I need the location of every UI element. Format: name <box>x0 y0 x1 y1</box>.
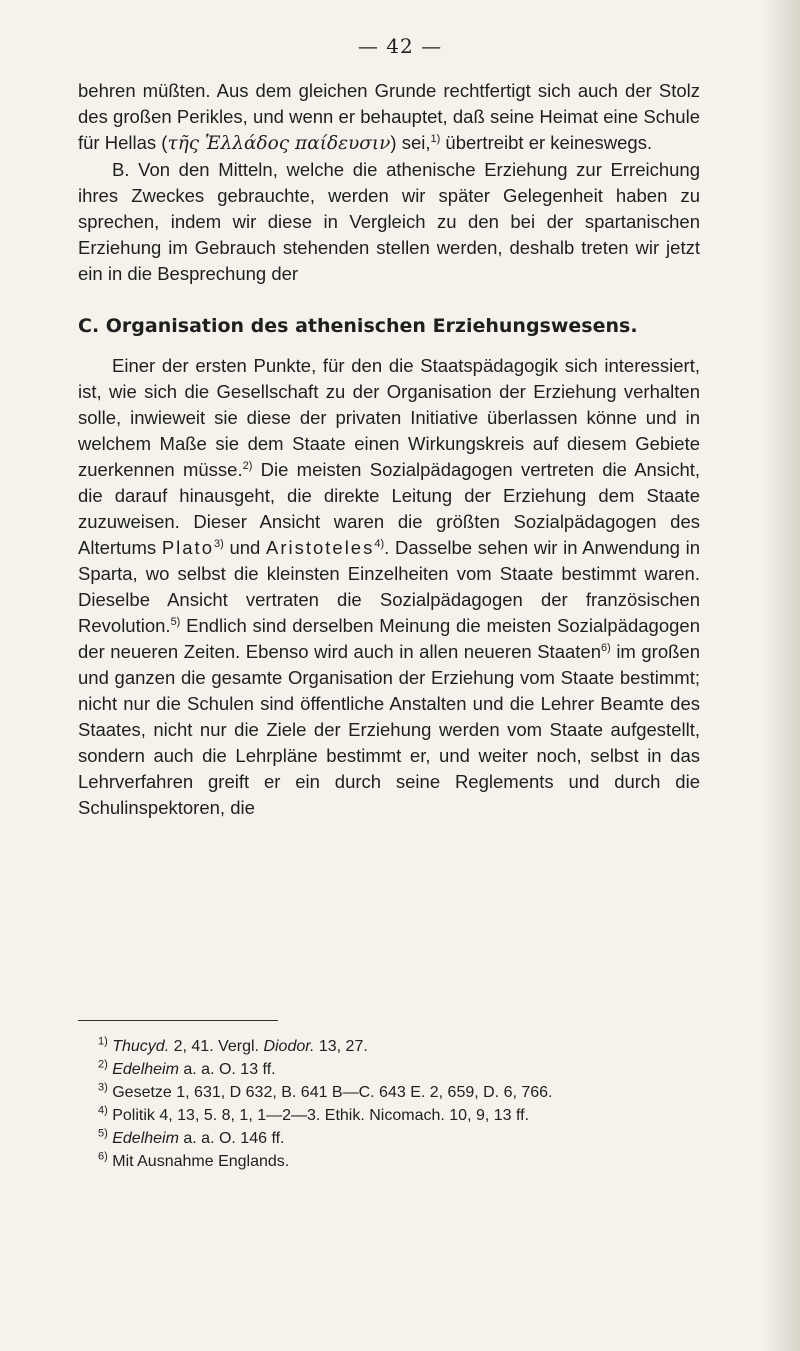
footnote-ref-3: 3) <box>213 537 224 550</box>
footnote-text-2: 13, 27. <box>314 1038 368 1055</box>
footnote-mark: 2) <box>98 1058 108 1071</box>
footnote-mark: 1) <box>98 1035 108 1048</box>
footnote-ref-4: 4) <box>374 537 385 550</box>
paragraph-c <box>78 353 700 821</box>
footnote-text: Politik 4, 13, 5. 8, 1, 1—2—3. Ethik. Nicomach. 10, 9, 13 ff. <box>112 1107 530 1124</box>
paragraph-c-part-b: Die meisten Sozialpädagogen vertreten die Ansicht, die darauf hinausgeht, die direkte Leitung der Erziehung dem Staate zuzuweisen. Dieser Ansicht waren die größten Sozialpädagogen des Altertums <box>78 459 701 558</box>
footnote-text: 2, 41. Vergl. <box>169 1038 264 1055</box>
section-heading: C. Organisation des athenischen Erziehungswesens. <box>78 315 638 337</box>
footnote-text: Gesetze 1, 631, D 632, B. 641 B—C. 643 E. 2, 659, D. 6, 766. <box>112 1084 553 1101</box>
paragraph-1-text: behren müßten. Aus dem gleichen Grunde rechtfertigt sich auch der Stolz des großen Perikles, und wenn er behauptet, daß seine Heimat eine Schule für Hellas ( <box>78 80 700 153</box>
footnote <box>78 1104 700 1127</box>
footnote <box>78 1058 700 1081</box>
footnote-ref-2: 2) <box>242 459 253 472</box>
footnote-source-2: Diodor. <box>263 1038 315 1055</box>
footnote-mark: 4) <box>98 1104 108 1117</box>
footnote-ref-6: 6) <box>601 641 611 654</box>
footnote-source: Thucyd. <box>112 1038 170 1055</box>
paragraph-c-part-d: Endlich sind derselben Meinung die meisten Sozialpädagogen der neueren Zeiten. Ebenso wird auch in allen neueren Staaten <box>78 615 700 662</box>
paragraph-1 <box>78 78 700 157</box>
footnote <box>78 1150 700 1173</box>
footnote-mark: 3) <box>98 1081 108 1094</box>
footnote-mark: 5) <box>98 1127 108 1140</box>
footnotes <box>78 1035 700 1173</box>
name-aristoteles: Aristoteles <box>265 537 375 558</box>
footnote-source: Edelheim <box>112 1130 179 1147</box>
footnote-mark: 6) <box>98 1150 108 1163</box>
paragraph-c-part-e: im großen und ganzen die gesamte Organisation der Erziehung vom Staate bestimmt; nicht nur die Schulen sind öffentliche Anstalten und die Lehrer Beamte des Staates, nicht nur die Ziele der Erziehung werden vom Staate aufgestellt, sondern auch die Lehrpläne bestimmt er, und weiter noch, selbst in das Lehrverfahren greift er ein durch seine Reglements und durch die Schulinspektoren, die <box>78 641 700 818</box>
paragraph-b: B. Von den Mitteln, welche die athenische Erziehung zur Erreichung ihres Zweckes gebrauchte, werden wir später Gelegenheit haben zu sprechen, indem wir diese in Vergleich zu den bei der spartanischen Erziehung im Gebrauch stehenden stellen werden, deshalb treten wir jetzt ein in die Besprechung der <box>78 159 700 284</box>
paragraph-1-post: ) sei, <box>390 132 431 153</box>
main-text <box>78 78 700 821</box>
footnote <box>78 1081 700 1104</box>
footnote-ref-5: 5) <box>170 615 181 628</box>
paragraph-c-und: und <box>223 537 266 558</box>
paragraph-c-part-c: . Dasselbe sehen wir in Anwendung in Sparta, wo selbst die kleinsten Einzelheiten vom Staate bestimmt waren. Dieselbe Ansicht vertraten die Sozialpädagogen der französischen Revolution. <box>78 537 700 636</box>
footnote <box>78 1127 700 1150</box>
page-number: — 42 — <box>357 34 443 58</box>
footnote <box>78 1035 700 1058</box>
footnote-text: Mit Ausnahme Englands. <box>112 1153 290 1170</box>
footnote-divider <box>78 1020 278 1021</box>
footnote-text: a. a. O. 146 ff. <box>178 1130 285 1147</box>
greek-quote: τῆς Ἑλλάδος παίδευσιν <box>167 133 391 154</box>
page-edge-shadow <box>762 0 800 1351</box>
paragraph-1-end: übertreibt er keineswegs. <box>440 132 653 153</box>
paragraph-c-part-a: Einer der ersten Punkte, für den die Staatspädagogik sich interessiert, ist, wie sich die Gesellschaft zu der Organisation der Erziehung verhalten solle, inwieweit sie diese der privaten Initiative überlassen könne und in welchem Maße sie dem Staate einen Wirkungskreis auf diesem Gebiete zuerkennen müsse. <box>78 355 700 480</box>
footnote-text: a. a. O. 13 ff. <box>178 1061 276 1078</box>
footnote-source: Edelheim <box>112 1061 179 1078</box>
footnote-ref-1: 1) <box>430 132 441 145</box>
name-plato: Plato <box>161 537 214 558</box>
